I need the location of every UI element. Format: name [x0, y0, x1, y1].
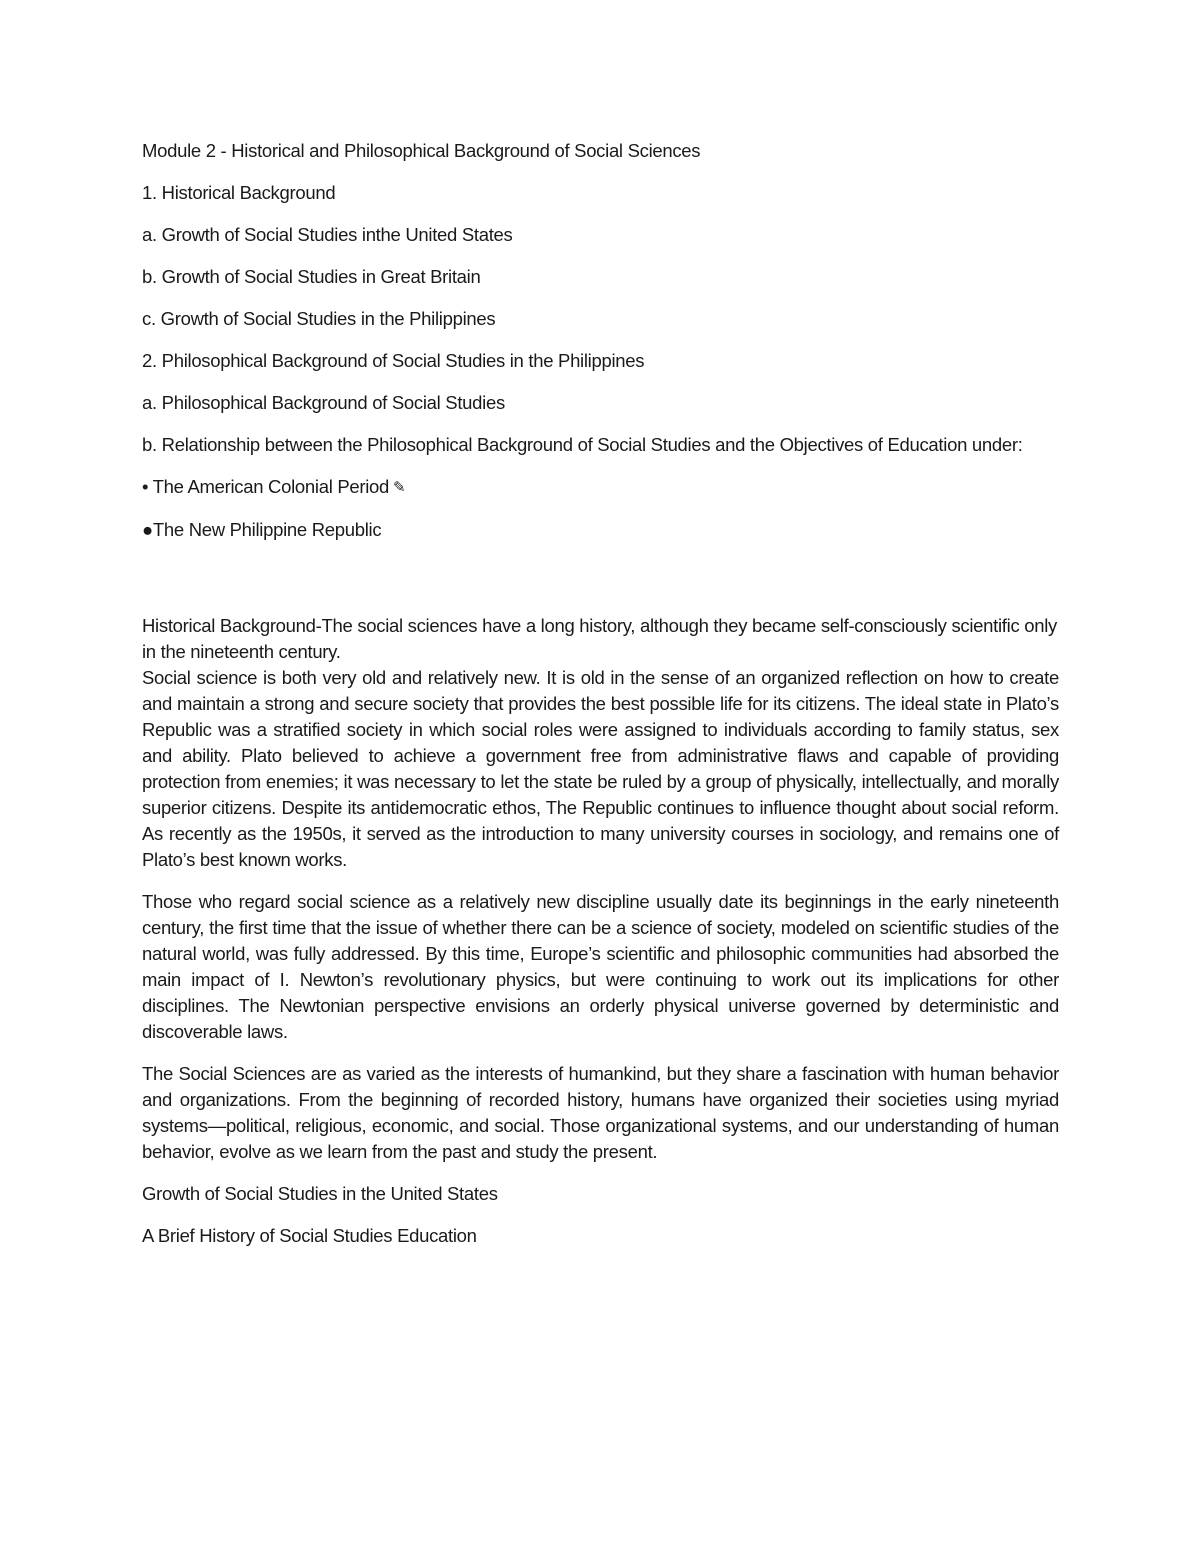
- intro-line: Historical Background-The social sciences have a long history, although they became self-consciously scientific only in the nineteenth century.: [142, 615, 1057, 662]
- body-text: [142, 613, 1059, 1249]
- paragraph: Those who regard social science as a relatively new discipline usually date its beginnings in the early nineteenth century, the first time that the issue of whether there can be a science of society, modeled on scientific studies of the natural world, was fully addressed. By this time, Europe’s scientific and philosophic communities had absorbed the main impact of I. Newton’s revolutionary physics, but were continuing to work out its implications for other disciplines. The Newtonian perspective envisions an orderly physical universe governed by deterministic and discoverable laws.: [142, 891, 1059, 1042]
- pencil-mark-icon: ✎: [393, 479, 406, 496]
- outline-item: b. Growth of Social Studies in Great Britain: [142, 266, 481, 287]
- outline-item: a. Philosophical Background of Social Studies: [142, 392, 505, 413]
- outline-item: b. Relationship between the Philosophical Background of Social Studies and the Objectives of Education under:: [142, 434, 1023, 455]
- paragraph: The Social Sciences are as varied as the interests of humankind, but they share a fascination with human behavior and organizations. From the beginning of recorded history, humans have organized their societies using myriad systems—political, religious, economic, and social. Those organizational systems, and our understanding of human behavior, evolve as we learn from the past and study the present.: [142, 1063, 1059, 1162]
- section-gap: [142, 559, 1059, 613]
- bullet-item-republic: ●The New Philippine Republic: [142, 519, 382, 540]
- outline-item: 2. Philosophical Background of Social Studies in the Philippines: [142, 350, 645, 371]
- module-title: Module 2 - Historical and Philosophical Background of Social Sciences: [142, 140, 701, 161]
- section-heading: A Brief History of Social Studies Education: [142, 1225, 477, 1246]
- bullet-item-colonial: [142, 474, 1059, 501]
- outline-item: a. Growth of Social Studies inthe United States: [142, 224, 513, 245]
- outline-item: c. Growth of Social Studies in the Philippines: [142, 308, 496, 329]
- paragraph: Social science is both very old and relatively new. It is old in the sense of an organized reflection on how to create and maintain a strong and secure society that provides the best possible life for its citizens. The ideal state in Plato’s Republic was a stratified society in which social roles were assigned to individuals according to family status, sex and ability. Plato believed to achieve a government free from administrative flaws and capable of providing protection from enemies; it was necessary to let the state be ruled by a group of physically, intellectually, and morally superior citizens. Despite its antidemocratic ethos, The Republic continues to influence thought about social reform. As recently as the 1950s, it served as the introduction to many university courses in sociology, and remains one of Plato’s best known works.: [142, 667, 1059, 870]
- bullet-item-colonial-label: • The American Colonial Period: [142, 476, 390, 497]
- module-outline: [142, 138, 1059, 543]
- outline-item: 1. Historical Background: [142, 182, 336, 203]
- document-content: [142, 138, 1059, 1265]
- section-heading: Growth of Social Studies in the United States: [142, 1183, 498, 1204]
